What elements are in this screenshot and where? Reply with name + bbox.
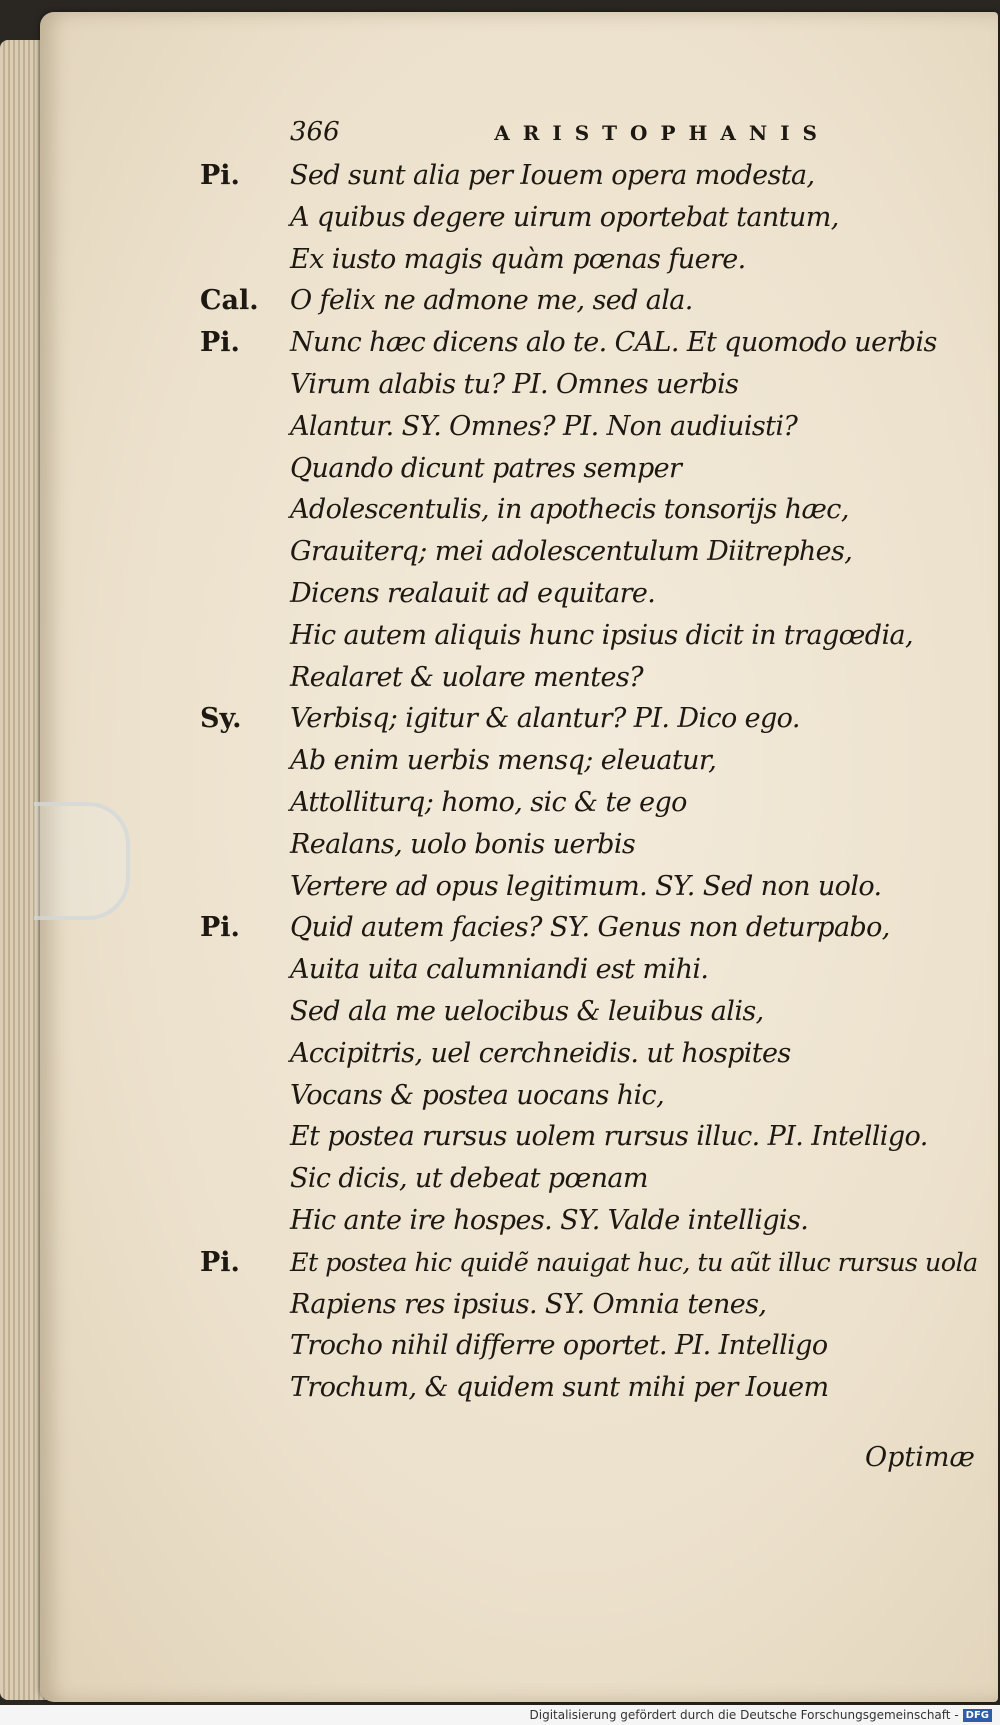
verse-line bbox=[200, 494, 980, 536]
verse-text: Alantur. SY. Omnes? PI. Non audiuisti? bbox=[290, 410, 798, 442]
verse-line bbox=[200, 202, 980, 244]
page-header bbox=[290, 117, 830, 147]
verse-text: Virum alabis tu? PI. Omnes uerbis bbox=[290, 368, 739, 400]
verse-line bbox=[200, 1038, 980, 1080]
verse-text: Accipitris, uel cerchneidis. ut hospites bbox=[290, 1037, 791, 1069]
verse-text: Vertere ad opus legitimum. SY. Sed non uolo. bbox=[290, 870, 882, 902]
verse-line bbox=[200, 787, 980, 829]
verse-line bbox=[200, 1247, 980, 1289]
verse-line bbox=[200, 912, 980, 954]
verse-line bbox=[200, 703, 980, 745]
verse-line bbox=[200, 536, 980, 578]
verse-text: A quibus degere uirum oportebat tantum, bbox=[290, 201, 839, 233]
verse-text: Verbisq; igitur & alantur? PI. Dico ego. bbox=[290, 703, 800, 735]
page-clip bbox=[34, 802, 130, 920]
verse-line bbox=[200, 244, 980, 286]
verse-line bbox=[200, 1372, 980, 1414]
verse-line bbox=[200, 1205, 980, 1247]
verse-text: Grauiterq; mei adolescentulum Diitrephes, bbox=[290, 536, 853, 568]
verse-text: Vocans & postea uocans hic, bbox=[290, 1079, 665, 1111]
verse-line bbox=[200, 620, 980, 662]
verse-text: Ex iusto magis quàm pœnas fuere. bbox=[290, 243, 746, 275]
verse-line bbox=[200, 1289, 980, 1331]
verse-text: Et postea hic quidẽ nauigat huc, tu aũt illuc rursus uola bbox=[290, 1247, 978, 1278]
verse-text: Et postea rursus uolem rursus illuc. PI. Intelligo. bbox=[290, 1121, 928, 1153]
verse-line bbox=[200, 662, 980, 704]
verse-text: O felix ne admone me, sed ala. bbox=[290, 285, 693, 317]
verse-text: Nunc hæc dicens alo te. CAL. Et quomodo uerbis bbox=[290, 327, 937, 359]
verse-text: Attolliturq; homo, sic & te ego bbox=[290, 786, 687, 818]
verse-line bbox=[200, 871, 980, 913]
verse-text: Realaret & uolare mentes? bbox=[290, 661, 644, 693]
footer-credit: Digitalisierung gefördert durch die Deutsche Forschungsgemeinschaft - bbox=[529, 1708, 959, 1722]
verse-text: Adolescentulis, in apothecis tonsorijs hæc, bbox=[290, 494, 849, 526]
verse-text: Sed ala me uelocibus & leuibus alis, bbox=[290, 995, 764, 1027]
verse-text: Hic autem aliquis hunc ipsius dicit in tragœdia, bbox=[290, 619, 913, 651]
verse-line bbox=[200, 1163, 980, 1205]
verse-line bbox=[200, 996, 980, 1038]
verse-text: Realans, uolo bonis uerbis bbox=[290, 828, 636, 860]
verse-line bbox=[200, 1080, 980, 1122]
verse-text: Dicens realauit ad equitare. bbox=[290, 577, 656, 609]
verse-text: Trochum, & quidem sunt mihi per Iouem bbox=[290, 1372, 829, 1404]
verse-text: Trocho nihil differre oportet. PI. Intelligo bbox=[290, 1330, 828, 1362]
verse-line bbox=[200, 411, 980, 453]
speaker-label: Sy. bbox=[200, 703, 242, 735]
verse-line bbox=[200, 578, 980, 620]
verse-line bbox=[200, 829, 980, 871]
verse-line bbox=[200, 954, 980, 996]
book-page bbox=[40, 12, 998, 1702]
speaker-label: Pi. bbox=[200, 327, 240, 359]
verse-text: Sed sunt alia per Iouem opera modesta, bbox=[290, 160, 815, 191]
verse-text: Quid autem facies? SY. Genus non deturpabo, bbox=[290, 912, 890, 944]
digitization-footer bbox=[0, 1705, 1000, 1725]
verse-text: Sic dicis, ut debeat pœnam bbox=[290, 1163, 648, 1195]
verse-text: Auita uita calumniandi est mihi. bbox=[290, 954, 709, 986]
speaker-label: Cal. bbox=[200, 285, 259, 317]
speaker-label: Pi. bbox=[200, 160, 240, 191]
verse-line bbox=[200, 745, 980, 787]
verse-line bbox=[200, 453, 980, 495]
speaker-label: Pi. bbox=[200, 1246, 240, 1278]
verse-text-block bbox=[200, 160, 980, 1414]
verse-line bbox=[200, 1330, 980, 1372]
verse-line bbox=[200, 160, 980, 202]
verse-text: Rapiens res ipsius. SY. Omnia tenes, bbox=[290, 1288, 767, 1320]
verse-text: Hic ante ire hospes. SY. Valde intelligis. bbox=[290, 1204, 809, 1236]
verse-text: Quando dicunt patres semper bbox=[290, 452, 682, 484]
catchword: Optimæ bbox=[865, 1442, 975, 1473]
verse-line bbox=[200, 327, 980, 369]
speaker-label: Pi. bbox=[200, 912, 240, 944]
verse-line bbox=[200, 369, 980, 411]
verse-line bbox=[200, 285, 980, 327]
verse-line bbox=[200, 1121, 980, 1163]
verse-text: Ab enim uerbis mensq; eleuatur, bbox=[290, 745, 717, 777]
dfg-logo: DFG bbox=[963, 1709, 992, 1722]
running-title: ARISTOPHANIS bbox=[494, 121, 830, 145]
page-number: 366 bbox=[290, 117, 340, 147]
